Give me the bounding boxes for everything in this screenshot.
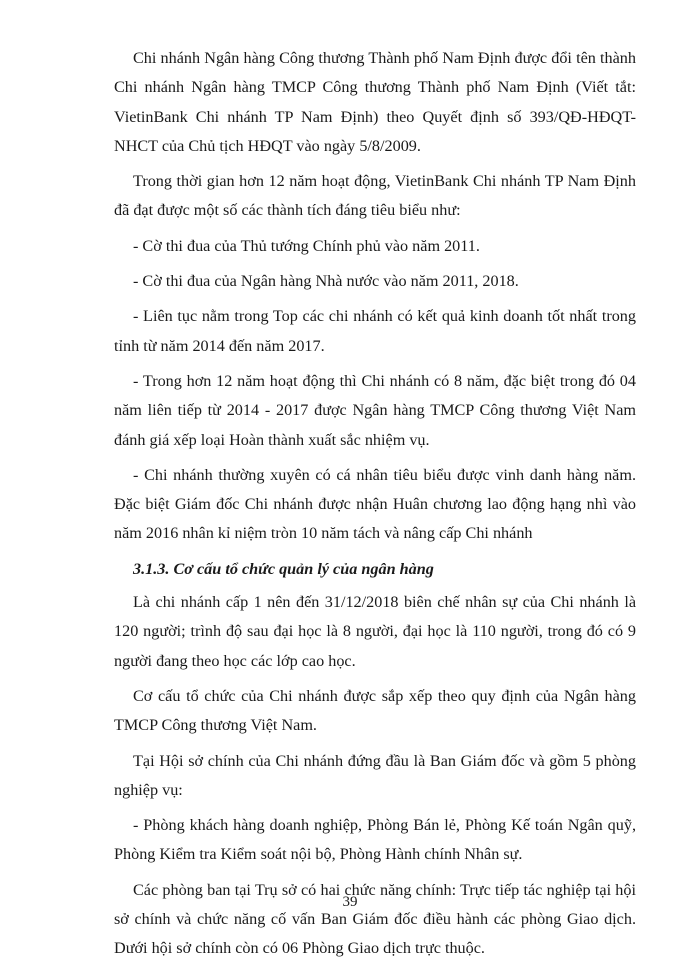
paragraph-functions: Các phòng ban tại Trụ sở có hai chức năng chính: Trực tiếp tác nghiệp tại hội sở chính và chức năng cố vấn Ban Giám đốc điều hành các phòng Giao dịch. Dưới hội sở chính còn có 06 Phòng Giao dịch trực thuộc.	[114, 880, 636, 958]
page-body	[114, 44, 636, 970]
page-number: 39	[342, 894, 358, 910]
paragraph-headquarters: Tại Hội sở chính của Chi nhánh đứng đầu là Ban Giám đốc và gồm 5 phòng nghiệp vụ:	[114, 751, 636, 799]
list-item-achievement: - Trong hơn 12 năm hoạt động thì Chi nhánh có 8 năm, đặc biệt trong đó 04 năm liên tiếp từ 2014 - 2017 được Ngân hàng TMCP Công thương Việt Nam đánh giá xếp loại Hoàn thành xuất sắc nhiệm vụ.	[114, 371, 636, 449]
paragraph-rename: Chi nhánh Ngân hàng Công thương Thành phố Nam Định được đổi tên thành Chi nhánh Ngân hàng TMCP Công thương Thành phố Nam Định (Viết tắt: VietinBank Chi nhánh TP Nam Định) theo Quyết định số 393/QĐ-HĐQT-NHCT của Chủ tịch HĐQT vào ngày 5/8/2009.	[114, 49, 636, 155]
paragraph-staffing: Là chi nhánh cấp 1 nên đến 31/12/2018 biên chế nhân sự của Chi nhánh là 120 người; trình độ sau đại học là 8 người, đại học là 110 người, trong đó có 9 người đang theo học các lớp cao học.	[114, 593, 636, 670]
list-item-achievement: - Cờ thi đua của Ngân hàng Nhà nước vào năm 2011, 2018.	[133, 272, 519, 291]
list-item-achievement: - Liên tục nằm trong Top các chi nhánh có kết quả kinh doanh tốt nhất trong tỉnh từ năm 2014 đến năm 2017.	[114, 307, 636, 355]
section-heading: 3.1.3. Cơ cấu tổ chức quản lý của ngân hàng	[133, 559, 434, 578]
list-item-achievement: - Cờ thi đua của Thủ tướng Chính phủ vào năm 2011.	[133, 236, 480, 255]
paragraph-achievements-intro: Trong thời gian hơn 12 năm hoạt động, VietinBank Chi nhánh TP Nam Định đã đạt được một số các thành tích đáng tiêu biểu như:	[114, 172, 636, 220]
paragraph-structure: Cơ cấu tổ chức của Chi nhánh được sắp xếp theo quy định của Ngân hàng TMCP Công thương Việt Nam.	[114, 686, 636, 735]
list-item-departments: - Phòng khách hàng doanh nghiệp, Phòng Bán lẻ, Phòng Kế toán Ngân quỹ, Phòng Kiểm tra Kiểm soát nội bộ, Phòng Hành chính Nhân sự.	[114, 816, 636, 864]
list-item-achievement: - Chi nhánh thường xuyên có cá nhân tiêu biểu được vinh danh hàng năm. Đặc biệt Giám đốc Chi nhánh được nhận Huân chương lao động hạng nhì vào năm 2016 nhân kỉ niệm tròn 10 năm tách và nâng cấp Chi nhánh	[114, 465, 636, 543]
